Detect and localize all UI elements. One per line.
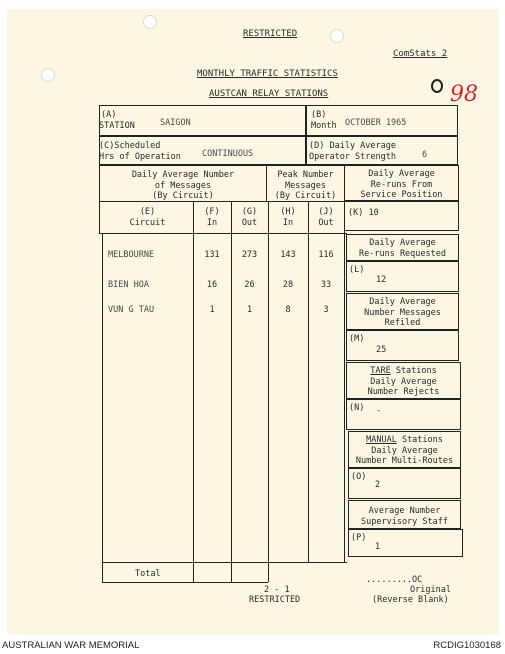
h-in-cell: 28 [282,280,294,290]
total-label: Total [135,569,161,579]
column-header-g-out: (G) Out [241,207,258,228]
hours-value: CONTINUOUS [202,149,254,159]
restricted-top: RESTRICTED [243,29,298,39]
column-header-j-out: (J) Out [318,207,334,228]
h-in-cell: 8 [285,305,291,315]
g-out-cell: 1 [246,305,253,315]
p-code: (P) [351,533,367,543]
j-out-cell: 3 [323,305,329,315]
peak-messages-header: Peak Number Messages (By Circuit) [274,170,337,201]
k-header: Daily Average Re-runs From Service Position [360,169,443,200]
hours-label-2: Hrs of Operation [99,152,181,162]
p-value: 1 [375,542,381,552]
n-value: - [376,406,382,416]
o-header: MANUAL Stations Daily Average Number Multi-Routes [355,435,454,466]
circuit-cell: MELBOURNE [108,250,155,260]
form-code: ComStats 2 [393,49,448,59]
column-header-f-in: (F) In [204,207,220,228]
f-in-cell: 131 [204,250,220,260]
o-code: (O) [351,472,367,482]
l-code: (L) [349,265,365,275]
handwritten-annotation: 98 [450,82,478,107]
g-out-cell: 26 [244,280,255,290]
copy-dots: .........OC [366,575,423,585]
month-label: Month [311,121,337,131]
j-out-cell: 33 [320,280,332,290]
station-code: (A) [101,110,117,120]
avg-messages-header: Daily Average Number of Messages (By Circuit) [131,170,235,201]
archive-id: RCDIG1030168 [433,640,501,651]
restricted-bottom: RESTRICTED [249,595,301,605]
column-header-h-in: (H) In [280,207,296,228]
f-in-cell: 1 [209,305,215,315]
g-out-cell: 273 [241,250,258,260]
n-header: TARE Stations Daily Average Number Rejects [367,366,440,397]
h-in-cell: 143 [280,250,296,260]
form-subtitle: AUSTCAN RELAY STATIONS [209,89,329,99]
punch-hole [41,68,55,82]
station-value: SAIGON [160,118,191,128]
l-value: 12 [376,275,387,285]
form-title: MONTHLY TRAFFIC STATISTICS [197,69,338,79]
hours-label-1: (C)Scheduled [99,141,161,151]
j-out-cell: 116 [318,250,334,260]
m-code: (M) [349,334,365,344]
f-in-cell: 16 [206,280,218,290]
m-header: Daily Average Number Messages Refiled [364,297,441,328]
month-value: OCTOBER 1965 [345,118,407,128]
punch-hole [143,15,157,29]
o-value: 2 [375,480,381,490]
archive-footer [0,636,505,654]
month-code: (B) [311,110,327,120]
reverse-blank-label: (Reverse Blank) [372,595,449,605]
archive-name: AUSTRALIAN WAR MEMORIAL [2,640,140,651]
original-label: Original [410,585,451,595]
circuit-cell: VUN G TAU [108,305,155,315]
operator-strength-label-2: Operator Strength [309,152,396,162]
k-value: (K) 10 [348,208,379,218]
punch-hole [330,29,344,43]
operator-strength-label-1: (D) Daily Average [309,141,396,151]
p-header: Average Number Supervisory Staff [361,506,448,527]
page-number: 2 - 1 [264,585,290,595]
operator-strength-value: 6 [422,150,428,160]
column-header-circuit: (E) Circuit [129,207,166,228]
l-header: Daily Average Re-runs Requested [359,238,446,259]
n-code: (N) [349,403,365,413]
m-value: 25 [376,345,387,355]
circuit-cell: BIEN HOA [108,280,149,290]
station-label: STATION [99,121,135,131]
